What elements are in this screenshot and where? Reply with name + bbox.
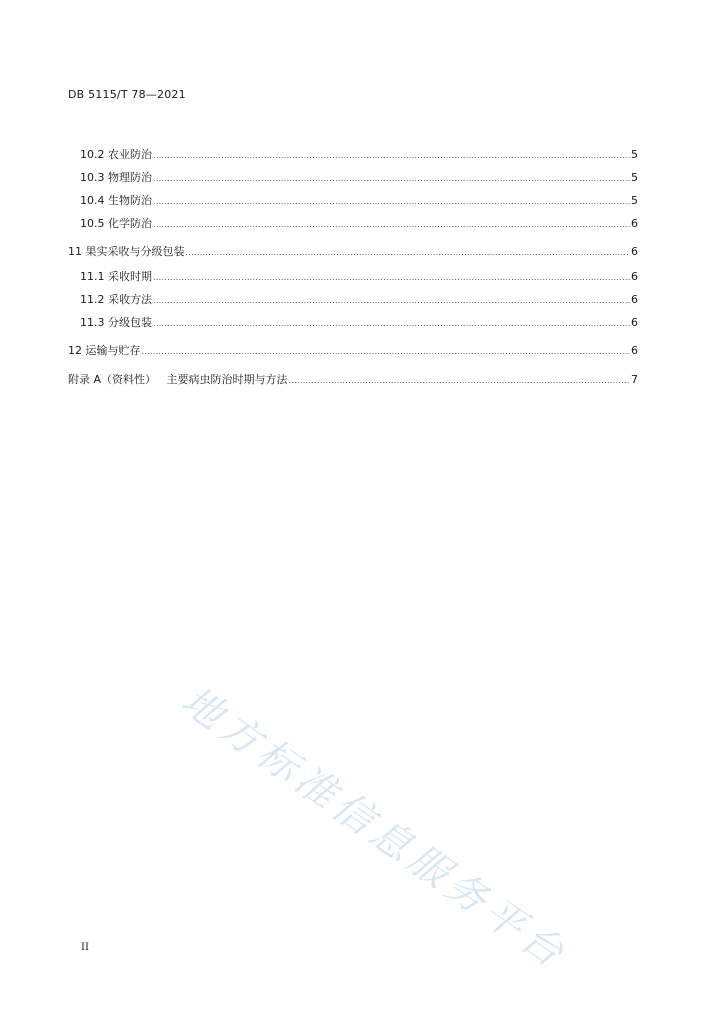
toc-entry-page: 6: [631, 245, 638, 258]
toc-entry-number: 10.2: [80, 148, 105, 161]
leader-dots: [153, 171, 630, 187]
toc-entry-11[interactable]: [68, 244, 638, 260]
toc-entry-page: 5: [631, 148, 638, 161]
toc-entry-title: 物理防治: [108, 171, 152, 184]
toc-entry-number: 11: [68, 245, 82, 258]
document-header-id: DB 5115/T 78—2021: [68, 88, 186, 101]
toc-entry-page: 6: [631, 293, 638, 306]
watermark-text: 地方标准信息服务平台: [172, 677, 576, 980]
toc-entry-11-1[interactable]: [68, 269, 638, 285]
toc-entry-title: 生物防治: [108, 194, 152, 207]
toc-entry-number: 10.3: [80, 171, 105, 184]
toc-entry-number: 12: [68, 344, 82, 357]
toc-entry-number: 11.3: [80, 316, 105, 329]
toc-entry-title: 运输与贮存: [85, 344, 141, 357]
toc-entry-10-2[interactable]: [68, 147, 638, 163]
toc-entry-page: 6: [631, 217, 638, 230]
leader-dots: [153, 217, 630, 233]
toc-entry-page: 7: [631, 373, 638, 386]
toc-entry-title: 农业防治: [108, 148, 152, 161]
toc-entry-title: 主要病虫防治时期与方法: [166, 373, 288, 386]
toc-entry-number: 11.1: [80, 270, 105, 283]
toc-entry-page: 6: [631, 270, 638, 283]
toc-entry-number: 10.5: [80, 217, 105, 230]
toc-entry-number: 11.2: [80, 293, 105, 306]
page-number: II: [81, 942, 89, 953]
leader-dots: [153, 194, 630, 210]
toc-entry-11-3[interactable]: [68, 315, 638, 331]
leader-dots: [153, 293, 630, 309]
toc-entry-number: 10.4: [80, 194, 105, 207]
toc-entry-page: 6: [631, 344, 638, 357]
toc-entry-11-2[interactable]: [68, 292, 638, 308]
toc-entry-page: 5: [631, 171, 638, 184]
leader-dots: [153, 270, 630, 286]
leader-dots: [289, 373, 630, 389]
toc-entry-appendix-a[interactable]: [68, 372, 638, 388]
toc-entry-10-3[interactable]: [68, 170, 638, 186]
toc-entry-page: 5: [631, 194, 638, 207]
toc-entry-title: 采收方法: [108, 293, 152, 306]
toc-entry-title: 化学防治: [108, 217, 152, 230]
toc-entry-10-5[interactable]: [68, 216, 638, 232]
leader-dots: [142, 344, 631, 360]
leader-dots: [153, 316, 630, 332]
leader-dots: [153, 148, 630, 164]
toc-entry-page: 6: [631, 316, 638, 329]
toc-entry-title: 分级包装: [108, 316, 152, 329]
leader-dots: [186, 245, 631, 261]
toc-entry-title: 果实采收与分级包装: [85, 245, 185, 258]
toc-entry-title: 采收时期: [108, 270, 152, 283]
toc-entry-12[interactable]: [68, 343, 638, 359]
toc-entry-number: 附录 A（资料性）: [68, 373, 157, 386]
toc-entry-10-4[interactable]: [68, 193, 638, 209]
